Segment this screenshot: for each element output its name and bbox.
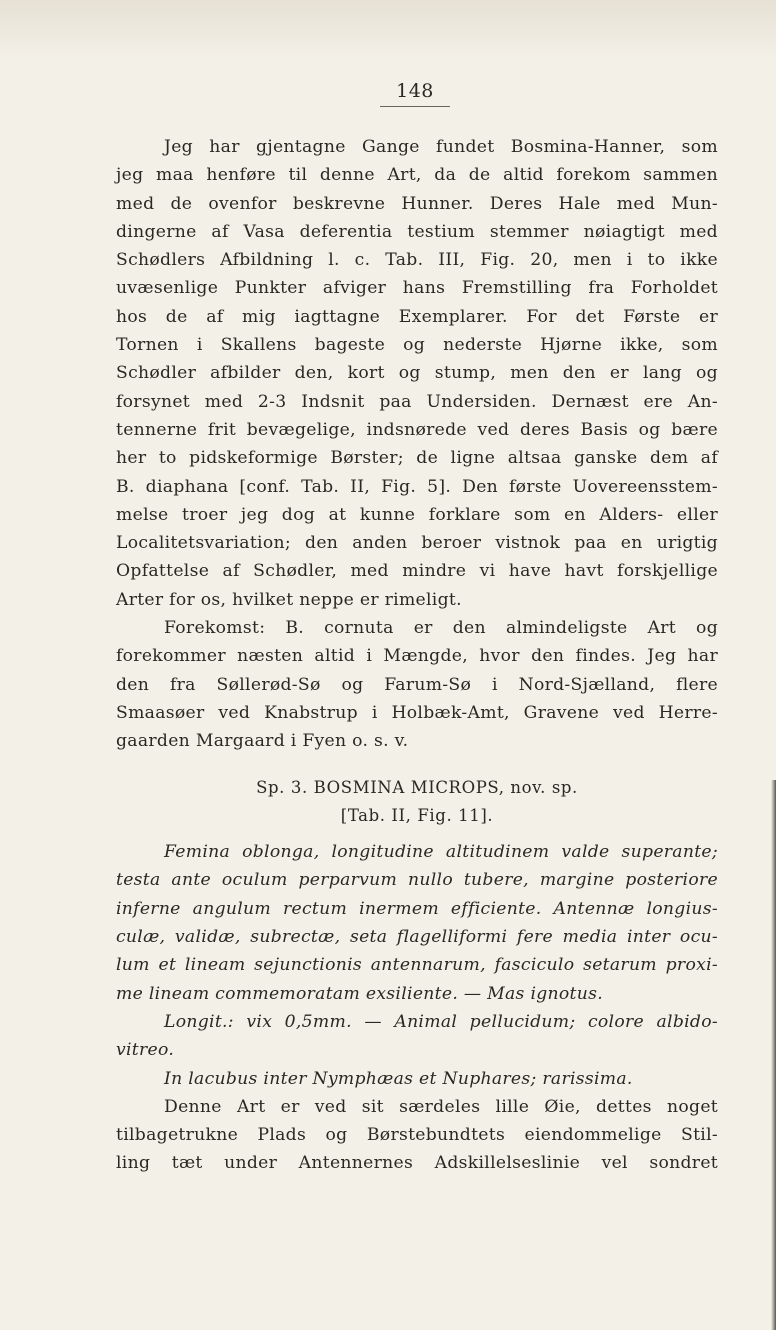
text-line: ling tæt under Antennernes Adskillelseslinie vel sondret xyxy=(116,1153,718,1174)
text-line: melse troer jeg dog at kunne forklare som en Alders- eller xyxy=(116,504,718,525)
text-line: me lineam commemoratam exsiliente. — Mas ignotus. xyxy=(116,983,604,1004)
text-line: Femina oblonga, longitudine altitudinem valde superante; xyxy=(164,842,718,863)
text-line: Smaasøer ved Knabstrup i Holbæk-Amt, Gravene ved Herre- xyxy=(116,702,718,723)
page-number: 148 xyxy=(380,80,450,107)
text-line: In lacubus inter Nymphæas et Nuphares; rarissima. xyxy=(164,1068,633,1089)
species-heading xyxy=(116,774,718,831)
text-line: jeg maa henføre til denne Art, da de altid forekom sammen xyxy=(116,165,718,186)
text-line: hos de af mig iagttagne Exemplarer. For det Første er xyxy=(116,306,718,327)
spacer xyxy=(116,756,718,774)
text-line: tennerne frit bevægelige, indsnørede ved deres Basis og bære xyxy=(116,419,718,440)
text-line: gaarden Margaard i Fyen o. s. v. xyxy=(116,731,409,752)
text-line: forsynet med 2-3 Indsnit paa Undersiden. Dernæst ere An- xyxy=(116,391,718,412)
paragraph-2 xyxy=(116,614,718,755)
paragraph-3 xyxy=(116,1093,718,1178)
text-line: testa ante oculum perparvum nullo tubere, margine posteriore xyxy=(116,870,718,891)
text-line: Schødler afbilder den, kort og stump, men den er lang og xyxy=(116,363,718,384)
latin-habitat xyxy=(116,1065,718,1093)
page-edge-shadow xyxy=(771,780,776,1330)
species-plate-reference: [Tab. II, Fig. 11]. xyxy=(340,805,494,825)
page-top-shading xyxy=(0,0,776,60)
text-line: Opfattelse af Schødler, med mindre vi have havt forskjellige xyxy=(116,561,718,582)
text-line: Localitetsvariation; den anden beroer vistnok paa en urigtig xyxy=(116,533,718,554)
text-line: Forekomst: B. cornuta er den almindeligste Art og xyxy=(164,618,718,639)
text-line: Arter for os, hvilket neppe er rimeligt. xyxy=(116,589,462,610)
text-line: dingerne af Vasa deferentia testium stemmer nøiagtigt med xyxy=(116,221,718,242)
text-line: Jeg har gjentagne Gange fundet Bosmina-Hanner, som xyxy=(164,137,718,157)
text-line: forekommer næsten altid i Mængde, hvor den findes. Jeg har xyxy=(116,646,718,667)
text-line: Longit.: vix 0,5mm. — Animal pellucidum; colore albido- xyxy=(164,1011,718,1032)
text-line: culæ, validæ, subrectæ, seta flagelliformi fere media inter ocu- xyxy=(116,927,718,948)
text-line: Denne Art er ved sit særdeles lille Øie, dettes noget xyxy=(164,1096,718,1117)
text-line: den fra Søllerød-Sø og Farum-Sø i Nord-Sjælland, flere xyxy=(116,674,718,695)
spacer xyxy=(116,830,718,838)
latin-measurements xyxy=(116,1008,718,1065)
text-line: Tornen i Skallens bageste og nederste Hjørne ikke, som xyxy=(116,335,718,356)
text-line: her to pidskeformige Børster; de ligne altsaa ganske dem af xyxy=(116,448,718,469)
text-line: tilbagetrukne Plads og Børstebundtets eiendommelige Stil- xyxy=(116,1125,718,1146)
species-title: Sp. 3. BOSMINA MICROPS, nov. sp. xyxy=(256,777,578,797)
latin-diagnosis xyxy=(116,838,718,1008)
text-line: lum et lineam sejunctionis antennarum, fasciculo setarum proxi- xyxy=(116,955,718,976)
paragraph-1 xyxy=(116,133,718,614)
text-line: med de ovenfor beskrevne Hunner. Deres Hale med Mun- xyxy=(116,193,718,214)
text-line: Schødlers Afbildning l. c. Tab. III, Fig. 20, men i to ikke xyxy=(116,250,718,271)
body-text xyxy=(116,133,718,1178)
text-line: vitreo. xyxy=(116,1040,175,1061)
text-line: uvæsenlige Punkter afviger hans Fremstilling fra Forholdet xyxy=(116,278,718,299)
text-line: B. diaphana [conf. Tab. II, Fig. 5]. Den første Uovereensstem- xyxy=(116,476,718,497)
text-line: inferne angulum rectum inermem efficiente. Antennæ longius- xyxy=(116,898,718,919)
